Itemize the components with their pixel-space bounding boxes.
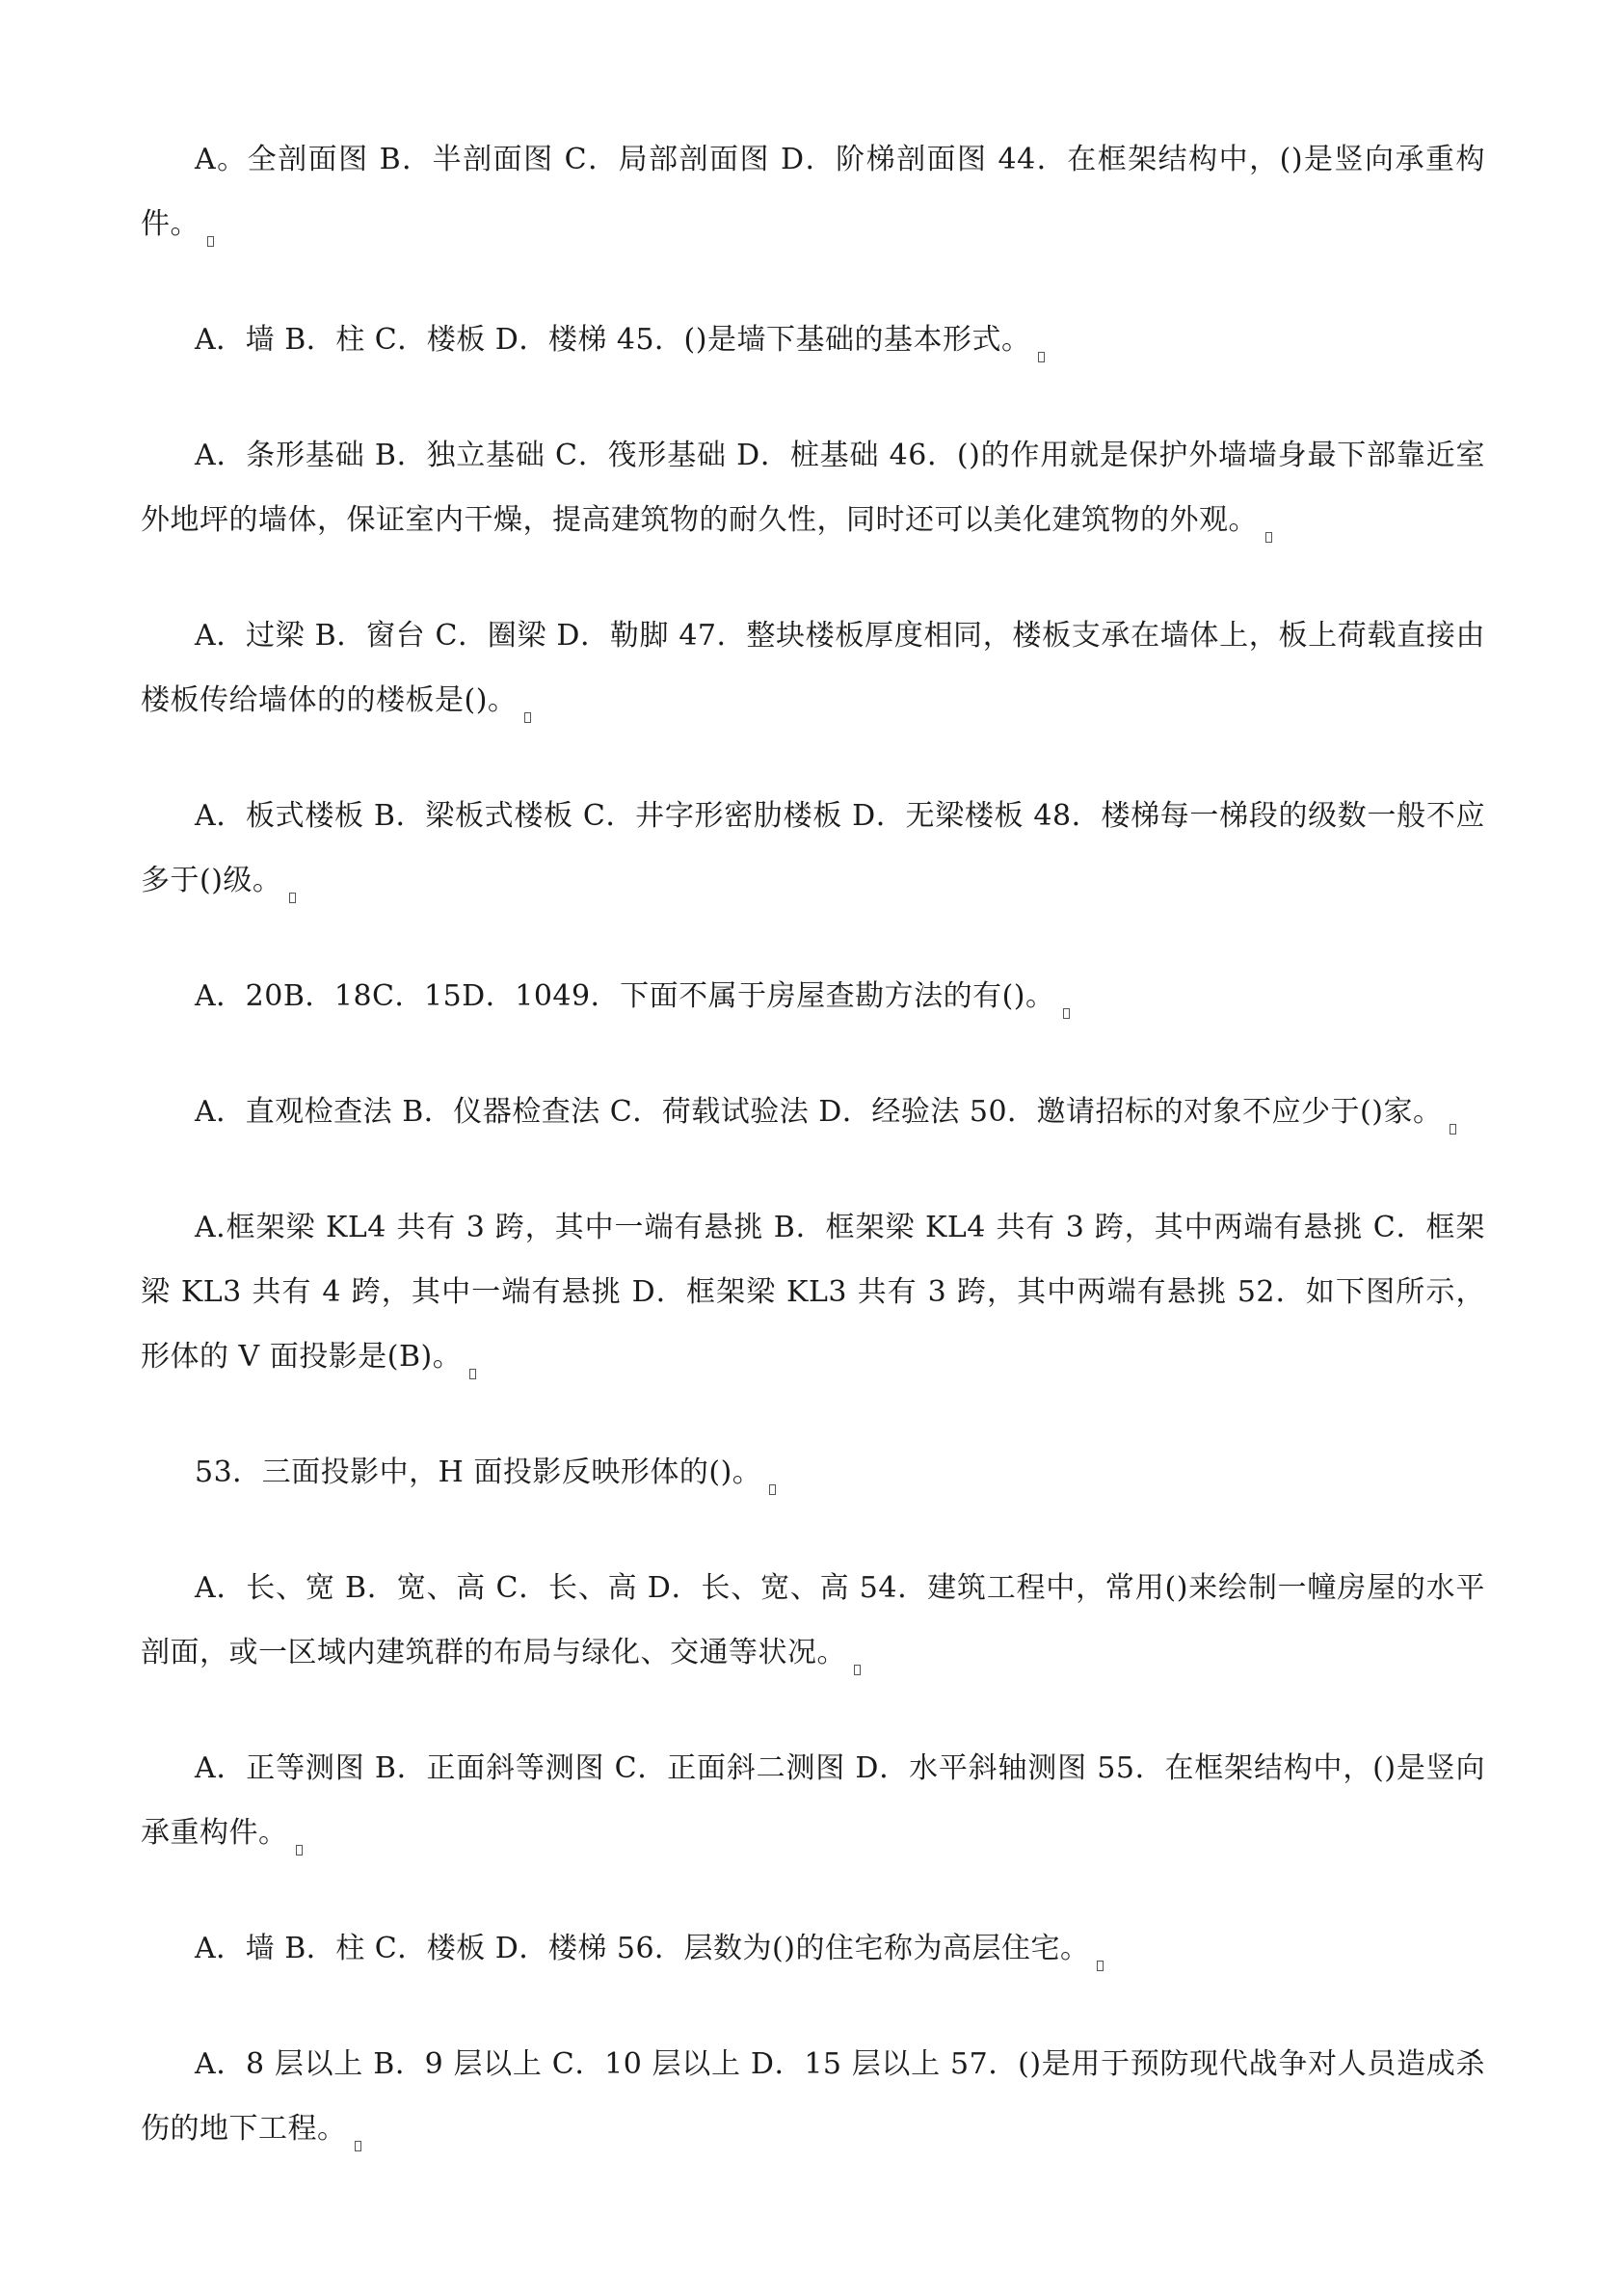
paragraph-text: A．墙 B．柱 C．楼板 D．楼梯 56．层数为()的住宅称为高层住宅。: [195, 1932, 1090, 1965]
paragraph-7: [141, 1080, 1485, 1144]
paragraph-13: [141, 2032, 1485, 2161]
paragraph-end-marker-icon: [469, 1369, 476, 1379]
paragraph-text: A．板式楼板 B．梁板式楼板 C．井字形密肋楼板 D．无梁楼板 48．楼梯每一梯段的级数一般不应多于()级。: [141, 799, 1485, 897]
paragraph-8: [141, 1195, 1485, 1389]
paragraph-text: A．长、宽 B．宽、高 C．长、高 D．长、宽、高 54．建筑工程中，常用()来绘制一幢房屋的水平剖面，或一区域内建筑群的布局与绿化、交通等状况。: [141, 1571, 1485, 1669]
paragraph-1: [141, 127, 1485, 256]
paragraph-12: [141, 1916, 1485, 1981]
paragraph-end-marker-icon: [769, 1484, 776, 1495]
paragraph-end-marker-icon: [1450, 1124, 1456, 1135]
paragraph-9: [141, 1440, 1485, 1505]
paragraph-3: [141, 423, 1485, 552]
document-body: [141, 127, 1485, 2212]
paragraph-end-marker-icon: [296, 1845, 303, 1855]
paragraph-text: A．8 层以上 B．9 层以上 C．10 层以上 D．15 层以上 57．()是用于预防现代战争对人员造成杀伤的地下工程。: [141, 2047, 1486, 2146]
paragraph-end-marker-icon: [1038, 352, 1045, 362]
paragraph-5: [141, 784, 1485, 913]
paragraph-end-marker-icon: [1063, 1008, 1070, 1019]
paragraph-6: [141, 964, 1485, 1028]
paragraph-end-marker-icon: [1097, 1961, 1104, 1971]
paragraph-2: [141, 307, 1485, 372]
paragraph-end-marker-icon: [854, 1665, 861, 1675]
paragraph-4: [141, 603, 1485, 733]
paragraph-text: 53．三面投影中，H 面投影反映形体的()。: [195, 1455, 762, 1489]
paragraph-10: [141, 1556, 1485, 1685]
paragraph-11: [141, 1736, 1485, 1865]
paragraph-end-marker-icon: [355, 2141, 361, 2151]
paragraph-text: A．墙 B．柱 C．楼板 D．楼梯 45．()是墙下基础的基本形式。: [195, 323, 1031, 357]
paragraph-text: A．条形基础 B．独立基础 C．筏形基础 D．桩基础 46．()的作用就是保护外墙墙身最下部靠近室外地坪的墙体，保证室内干燥，提高建筑物的耐久性，同时还可以美化建筑物的外观。: [141, 439, 1485, 537]
paragraph-text: A。全剖面图 B．半剖面图 C．局部剖面图 D．阶梯剖面图 44．在框架结构中，()是竖向承重构件。: [141, 143, 1485, 241]
paragraph-end-marker-icon: [1265, 532, 1272, 543]
paragraph-text: A．直观检查法 B．仪器检查法 C．荷载试验法 D．经验法 50．邀请招标的对象不应少于()家。: [195, 1095, 1443, 1129]
paragraph-text: A．20B．18C．15D．1049．下面不属于房屋查勘方法的有()。: [195, 979, 1055, 1013]
paragraph-text: A．正等测图 B．正面斜等测图 C．正面斜二测图 D．水平斜轴测图 55．在框架结构中，()是竖向承重构件。: [141, 1751, 1485, 1850]
paragraph-end-marker-icon: [207, 236, 214, 247]
paragraph-end-marker-icon: [524, 712, 531, 723]
paragraph-text: A.框架梁 KL4 共有 3 跨，其中一端有悬挑 B．框架梁 KL4 共有 3 跨，其中两端有悬挑 C．框架梁 KL3 共有 4 跨，其中一端有悬挑 D．框架梁 KL3 共有 3 跨，其中两端有悬挑 52．如下图所示，形体的 V 面投影是(B)。: [141, 1211, 1485, 1374]
paragraph-end-marker-icon: [289, 893, 296, 903]
paragraph-text: A．过梁 B．窗台 C．圈梁 D．勒脚 47．整块楼板厚度相同，楼板支承在墙体上，板上荷载直接由楼板传给墙体的的楼板是()。: [141, 619, 1485, 717]
